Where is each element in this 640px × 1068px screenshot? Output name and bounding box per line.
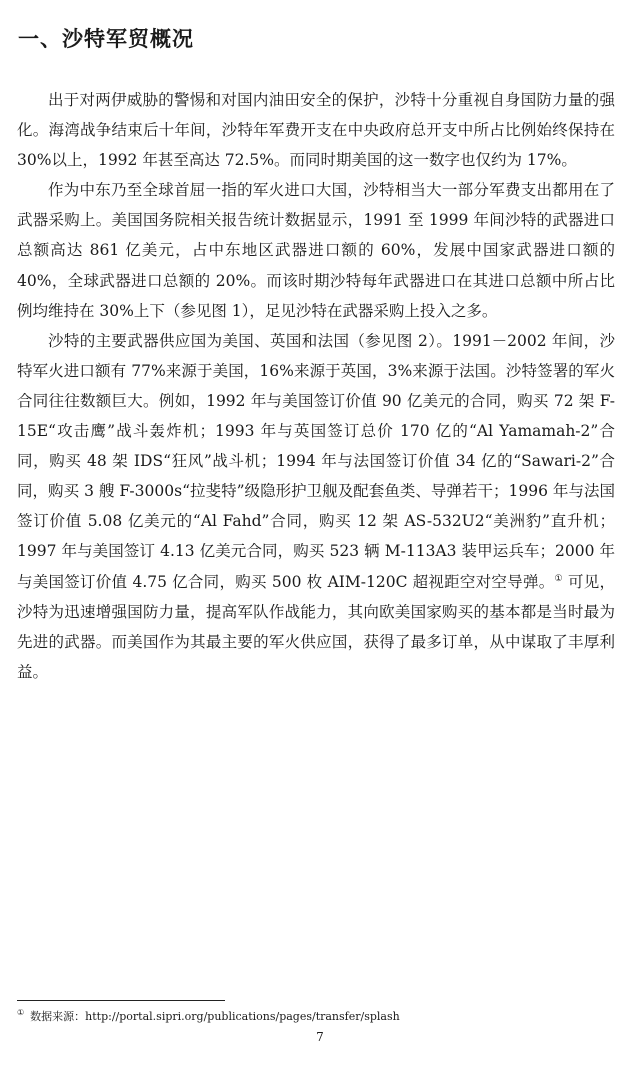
footnote-reference: ① bbox=[554, 573, 563, 584]
paragraph-arms-suppliers bbox=[17, 326, 615, 687]
footnote-divider bbox=[17, 1000, 225, 1001]
paragraph-defense-spending: 出于对两伊威胁的警惕和对国内油田安全的保护，沙特十分重视自身国防力量的强化。海湾战争结束后十年间，沙特年军费开支在中央政府总开支中所占比例始终保持在 30%以上，1992 年甚至高达 72.5%。而同时期美国的这一数字也仅约为 17%。 bbox=[17, 91, 615, 170]
footnote bbox=[17, 1010, 400, 1024]
footnote-mark: ① bbox=[17, 1008, 25, 1018]
body-text bbox=[17, 85, 615, 687]
paragraph-suppliers-conclusion: 可见，沙特为迅速增强国防力量，提高军队作战能力，其向欧美国家购买的基本都是当时最为先进的武器。而美国作为其最主要的军火供应国，获得了最多订单，从中谋取了丰厚利益。 bbox=[17, 572, 615, 681]
footnote-text: 数据来源：http://portal.sipri.org/publications/pages/transfer/splash bbox=[30, 1010, 400, 1023]
page-number: 7 bbox=[316, 1030, 324, 1044]
paragraph-arms-imports: 作为中东乃至全球首屈一指的军火进口大国，沙特相当大一部分军费支出都用在了武器采购上。美国国务院相关报告统计数据显示，1991 至 1999 年间沙特的武器进口总额高达 861 亿美元，占中东地区武器进口额的 60%，发展中国家武器进口额的 40%，全球武器进口总额的 20%。而该时期沙特每年武器进口在其进口总额中所占比例均维持在 30%上下（参见图 1），足见沙特在武器采购上投入之多。 bbox=[17, 181, 615, 320]
section-title: 一、沙特军贸概况 bbox=[18, 27, 194, 51]
paragraph-suppliers-text: 沙特的主要武器供应国为美国、英国和法国（参见图 2）。1991－2002 年间，沙特军火进口额有 77%来源于美国，16%来源于英国，3%来源于法国。沙特签署的军火合同往往数额巨大。例如，1992 年与美国签订价值 90 亿美元的合同，购买 72 架 F-15E“攻击鹰”战斗轰炸机；1993 年与英国签订总价 170 亿的“Al Yamamah-2”合同，购买 48 架 IDS“狂风”战斗机；1994 年与法国签订价值 34 亿的“Sawari-2”合同，购买 3 艘 F-3000s“拉斐特”级隐形护卫舰及配套鱼类、导弹若干；1996 年与法国签订价值 5.08 亿美元的“Al Fahd”合同，购买 12 架 AS-532U2“美洲豹”直升机；1997 年与美国签订 4.13 亿美元合同，购买 523 辆 M-113A3 装甲运兵车；2000 年与美国签订价值 4.75 亿合同，购买 500 枚 AIM-120C 超视距空对空导弹。 bbox=[17, 331, 615, 591]
